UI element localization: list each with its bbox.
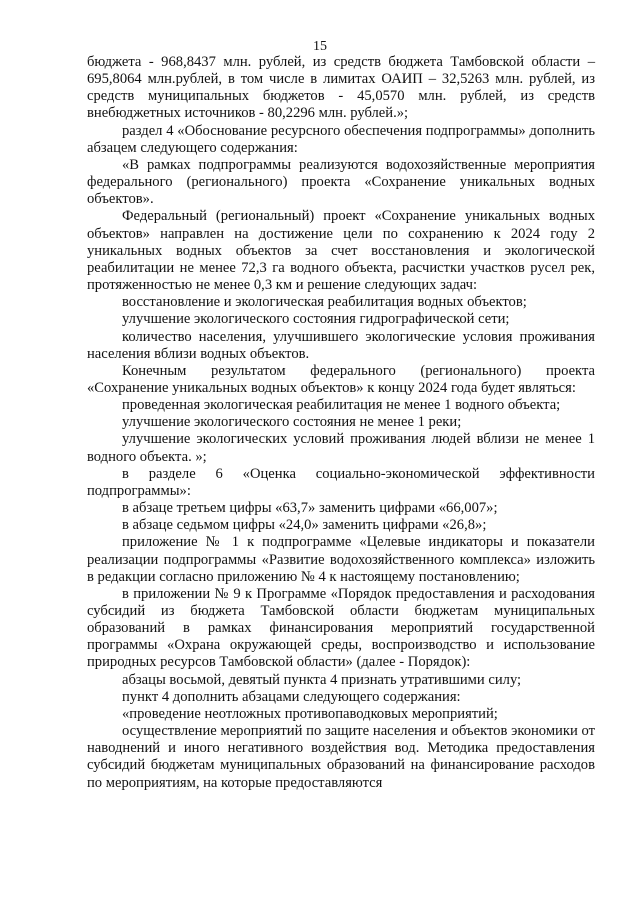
- paragraph: раздел 4 «Обоснование ресурсного обеспечения подпрограммы» дополнить абзацем следующего содержания:: [87, 122, 595, 156]
- paragraph: Федеральный (региональный) проект «Сохранение уникальных водных объектов» направлен на достижение цели по сохранению к 2024 году 2 уникальных водных объектов за счет восстановления и экологической реабилитации не менее 72,3 га водного объекта, расчистки участков русел рек, протяженностью не менее 0,3 км и решение следующих задач:: [87, 208, 595, 294]
- paragraph: абзацы восьмой, девятый пункта 4 признать утратившими силу;: [122, 671, 522, 688]
- paragraph: в приложении № 9 к Программе «Порядок предоставления и расходования субсидий из бюджета Тамбовской области бюджетам муниципальных образований в рамках финансирования мероприятий государственной программы «Охрана окружающей среды, воспроизводство и использование природных ресурсов Тамбовской области» (далее - Порядок):: [87, 585, 595, 671]
- paragraph: в абзаце третьем цифры «63,7» заменить цифрами «66,007»;: [122, 500, 498, 517]
- document-body: [87, 54, 595, 792]
- paragraph: проведенная экологическая реабилитация не менее 1 водного объекта;: [122, 397, 561, 414]
- paragraph: в разделе 6 «Оценка социально-экономической эффективности подпрограммы»:: [87, 465, 595, 499]
- paragraph: осуществление мероприятий по защите населения и объектов экономики от наводнений и иного негативного воздействия вод. Методика предоставления субсидий бюджетам муниципальных образований на финансирование расходов по мероприятиям, на которые предоставляются: [87, 723, 595, 791]
- paragraph: «проведение неотложных противопаводковых мероприятий;: [122, 705, 498, 722]
- paragraph: восстановление и экологическая реабилитация водных объектов;: [122, 294, 527, 311]
- paragraph: в абзаце седьмом цифры «24,0» заменить цифрами «26,8»;: [122, 517, 487, 534]
- paragraph: приложение № 1 к подпрограмме «Целевые индикаторы и показатели реализации подпрограммы «Развитие водохозяйственного комплекса» изложить в редакции согласно приложению № 4 к настоящему постановлению;: [87, 534, 595, 585]
- paragraph: количество населения, улучшившего экологические условия проживания населения вблизи водных объектов.: [87, 328, 595, 362]
- paragraph: улучшение экологических условий проживания людей вблизи не менее 1 водного объекта. »;: [87, 431, 595, 465]
- paragraph: улучшение экологического состояния гидрографической сети;: [122, 311, 510, 328]
- paragraph: пункт 4 дополнить абзацами следующего содержания:: [122, 688, 461, 705]
- paragraph: «В рамках подпрограммы реализуются водохозяйственные мероприятия федерального (регионального) проекта «Сохранение уникальных водных объектов».: [87, 156, 595, 208]
- paragraph: бюджета - 968,8437 млн. рублей, из средств бюджета Тамбовской области – 695,8064 млн.рублей, в том числе в лимитах ОАИП – 32,5263 млн. рублей, из средств муниципальных бюджетов - 45,0570 млн. рублей, из средств внебюджетных источников - 80,2296 млн. рублей.»;: [87, 54, 595, 122]
- page-number: 15: [313, 39, 327, 54]
- paragraph: улучшение экологического состояния не менее 1 реки;: [122, 414, 462, 431]
- paragraph: Конечным результатом федерального (регионального) проекта «Сохранение уникальных водных объектов» к концу 2024 года будет являться:: [87, 362, 595, 396]
